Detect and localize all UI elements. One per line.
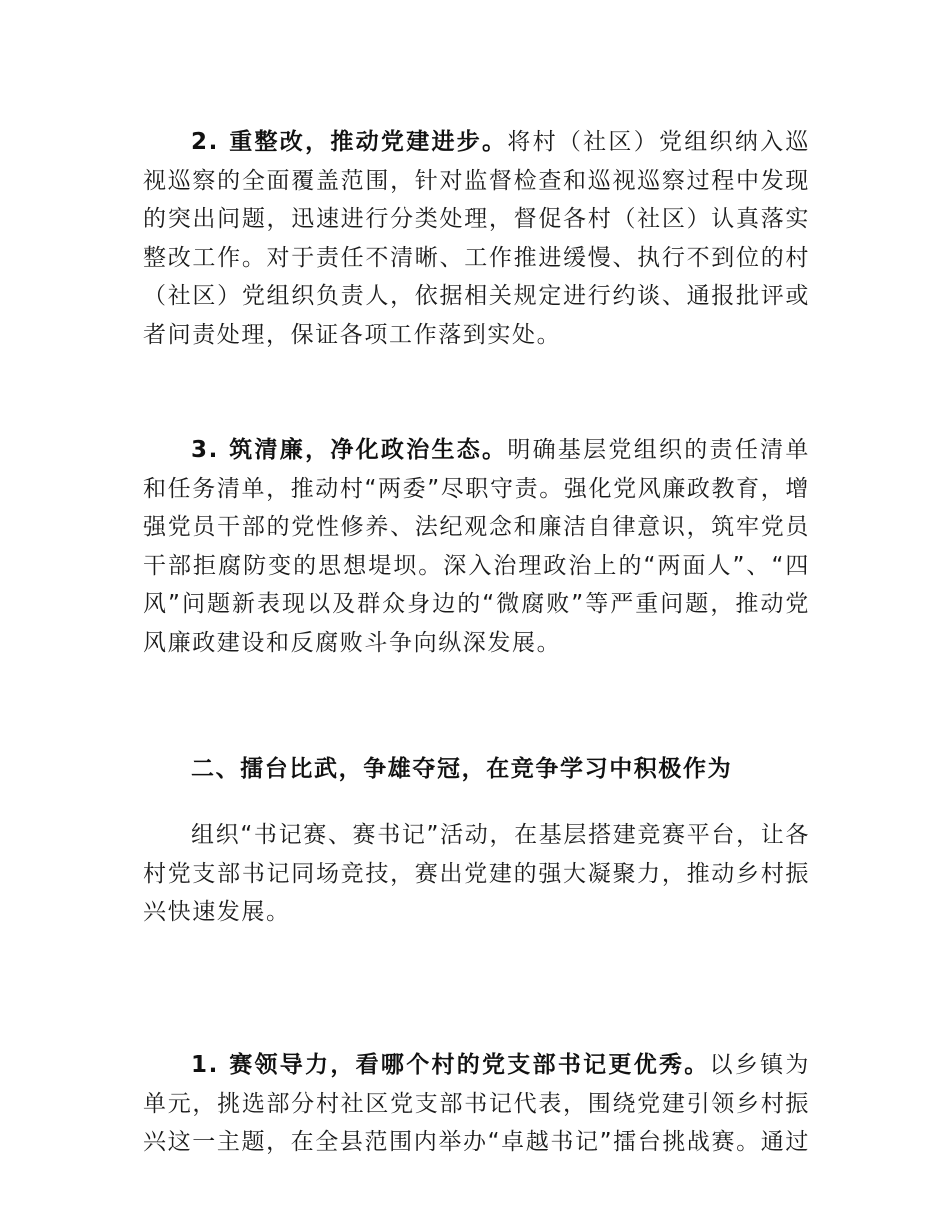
paragraph-lead-rectification: 2. 重整改，推动党建进步。 xyxy=(191,129,508,155)
paragraph-lead-leadership: 1. 赛领导力，看哪个村的党支部书记更优秀。 xyxy=(191,1052,710,1078)
paragraph-integrity xyxy=(143,431,810,662)
section-heading: 二、擂台比武，争雄夺冠，在竞争学习中积极作为 xyxy=(191,756,733,782)
paragraph-leadership xyxy=(143,1046,810,1162)
intro-paragraph: 组织“书记赛、赛书记”活动，在基层搭建竞赛平台，让各村党支部书记同场竞技，赛出党建的强大凝聚力，推动乡村振兴快速发展。 xyxy=(143,822,810,925)
paragraph-lead-integrity: 3. 筑清廉，净化政治生态。 xyxy=(191,437,508,463)
paragraph-body-leadership: 以乡镇为单元，挑选部分村社区党支部书记代表，围绕党建引领乡村振兴这一主题，在全县范围内举办“卓越书记”擂台挑战赛。通过 xyxy=(143,1052,811,1155)
paragraph-rectification xyxy=(143,123,810,354)
paragraph-body-integrity: 明确基层党组织的责任清单和任务清单，推动村“两委”尽职守责。强化党风廉政教育，增强党员干部的党性修养、法纪观念和廉洁自律意识，筑牢党员干部拒腐防变的思想堤坝。深入治理政治上的“两面人”、“四风”问题新表现以及群众身边的“微腐败”等严重问题，推动党风廉政建设和反腐败斗争向纵深发展。 xyxy=(143,437,810,656)
paragraph-body-rectification: 将村（社区）党组织纳入巡视巡察的全面覆盖范围，针对监督检查和巡视巡察过程中发现的突出问题，迅速进行分类处理，督促各村（社区）认真落实整改工作。对于责任不清晰、工作推进缓慢、执行不到位的村（社区）党组织负责人，依据相关规定进行约谈、通报批评或者问责处理，保证各项工作落到实处。 xyxy=(143,129,810,348)
